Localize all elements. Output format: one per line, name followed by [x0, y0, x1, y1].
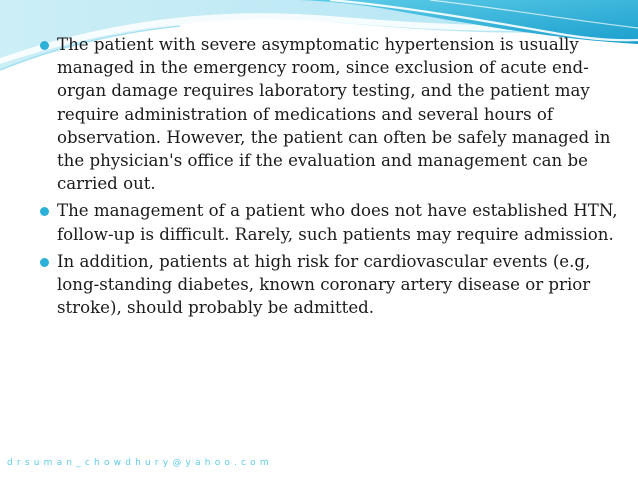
bullet-icon — [40, 258, 49, 267]
footer-email: drsuman_chowdhury@yahoo.com — [7, 458, 273, 468]
bullet-icon — [40, 41, 49, 50]
bullet-item — [30, 250, 630, 320]
bullet-list — [30, 33, 630, 319]
bullet-icon — [40, 207, 49, 216]
bullet-item — [30, 199, 630, 245]
bullet-text: The management of a patient who does not have established HTN, follow-up is difficult. Rarely, such patients may require admission. — [57, 201, 618, 244]
slide-content — [30, 33, 630, 323]
bullet-item — [30, 33, 630, 195]
bullet-text: The patient with severe asymptomatic hypertension is usually managed in the emergency room, since exclusion of acute end-organ damage requires laboratory testing, and the patient may require administration of medications and several hours of observation. However, the patient can often be safely managed in the physician's office if the evaluation and management can be carried out. — [57, 35, 611, 194]
bullet-text: In addition, patients at high risk for cardiovascular events (e.g, long-standing diabetes, known coronary artery disease or prior stroke), should probably be admitted. — [57, 251, 591, 318]
